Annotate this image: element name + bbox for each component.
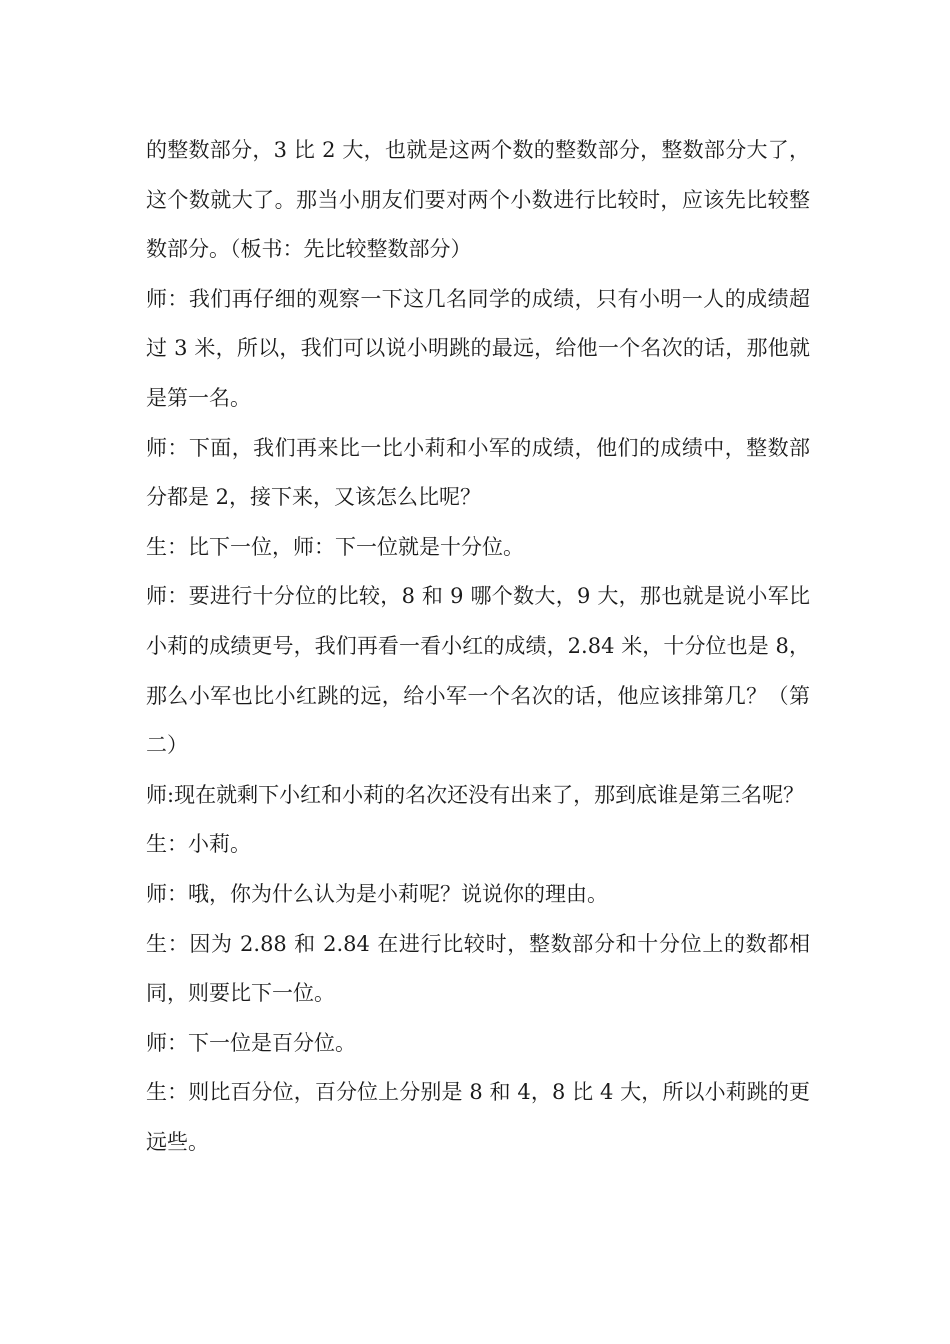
- paragraph-student-reason: 生：因为 2.88 和 2.84 在进行比较时，整数部分和十分位上的数都相同，则要比下一位。: [146, 931, 810, 1006]
- paragraph-teacher-third-place: 师:现在就剩下小红和小莉的名次还没有出来了，那到底谁是第三名呢？: [146, 782, 805, 807]
- paragraph-intro: 的整数部分，3 比 2 大，也就是这两个数的整数部分，整数部分大了，这个数就大了。那当小朋友们要对两个小数进行比较时，应该先比较整数部分。（板书：先比较整数部分）: [146, 138, 810, 262]
- paragraph-student-answer: 生：小莉。: [146, 832, 251, 857]
- paragraph-teacher-why: 师：哦，你为什么认为是小莉呢？说说你的理由。: [146, 881, 608, 906]
- paragraph-student-conclusion: 生：则比百分位，百分位上分别是 8 和 4，8 比 4 大，所以小莉跳的更远些。: [146, 1080, 810, 1154]
- paragraph-student-next-digit: 生：比下一位，师：下一位就是十分位。: [146, 534, 524, 559]
- document-body: [146, 126, 810, 1167]
- paragraph-teacher-hundredths: 师：下一位是百分位。: [146, 1030, 356, 1055]
- paragraph-teacher-compare: 师：下面，我们再来比一比小莉和小军的成绩，他们的成绩中，整数部分都是 2，接下来，又该怎么比呢？: [146, 435, 810, 510]
- paragraph-teacher-first-place: 师：我们再仔细的观察一下这几名同学的成绩，只有小明一人的成绩超过 3 米，所以，我们可以说小明跳的最远，给他一个名次的话，那他就是第一名。: [146, 286, 810, 410]
- paragraph-teacher-tenths: 师：要进行十分位的比较，8 和 9 哪个数大，9 大，那也就是说小军比小莉的成绩更号，我们再看一看小红的成绩，2.84 米，十分位也是 8，那么小军也比小红跳的远，给小军一个名次的话，他应该排第几？（第二）: [146, 584, 810, 758]
